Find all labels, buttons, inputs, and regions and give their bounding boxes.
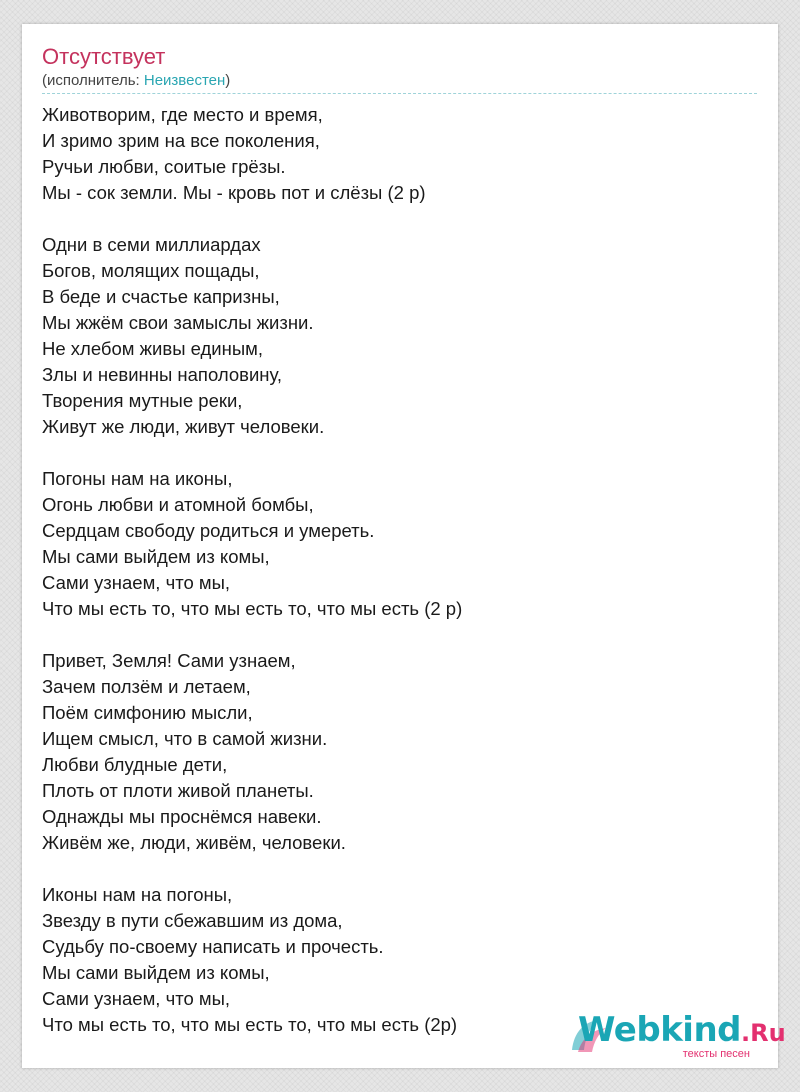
lyrics-line: Судьбу по-своему написать и прочесть. [42,936,384,957]
lyrics-line: Погоны нам на иконы, [42,468,233,489]
lyrics-line: Злы и невинны наполовину, [42,364,283,385]
logo-wordmark [578,1010,786,1053]
lyrics-stanza [42,232,462,440]
lyrics-line: Сердцам свободу родиться и умереть. [42,520,375,541]
lyrics-line: В беде и счастье капризны, [42,286,280,307]
lyrics-line: Мы сами выйдем из комы, [42,962,270,983]
lyrics-stanza [42,466,462,622]
lyrics-line: Огонь любви и атомной бомбы, [42,494,314,515]
lyrics-line: Мы сами выйдем из комы, [42,546,270,567]
divider [42,93,757,94]
lyrics-line: Привет, Земля! Сами узнаем, [42,650,296,671]
lyrics-line: Плоть от плоти живой планеты. [42,780,314,801]
lyrics-line: Мы - сок земли. Мы - кровь пот и слёзы (2 р) [42,182,426,203]
lyrics-line: Иконы нам на погоны, [42,884,233,905]
lyrics-line: Сами узнаем, что мы, [42,572,231,593]
artist-prefix: (исполнитель: [42,72,144,89]
lyrics-line: Одни в семи миллиардах [42,234,261,255]
lyrics-line: И зримо зрим на все поколения, [42,130,320,151]
lyrics-line: Зачем ползём и летаем, [42,676,251,697]
lyrics-line: Любви блудные дети, [42,754,228,775]
lyrics-card [22,24,786,1068]
logo-tld: .Ru [741,1019,786,1047]
lyrics-line: Мы жжём свои замыслы жизни. [42,312,314,333]
lyrics-text [42,102,462,1064]
lyrics-line: Живут же люди, живут человеки. [42,416,325,437]
artist-line [42,72,230,90]
webkind-logo[interactable] [568,1006,786,1068]
lyrics-line: Творения мутные реки, [42,390,243,411]
artist-link[interactable]: Неизвестен [143,72,226,89]
lyrics-line: Живём же, люди, живём, человеки. [42,832,346,853]
lyrics-stanza [42,648,462,856]
lyrics-line: Звезду в пути сбежавшим из дома, [42,910,343,931]
lyrics-line: Что мы есть то, что мы есть то, что мы есть (2р) [42,1014,458,1035]
song-title: Отсутствует [42,44,166,69]
logo-name: Webkind [578,1010,741,1050]
lyrics-line: Не хлебом живы единым, [42,338,264,359]
lyrics-line: Поём симфонию мысли, [42,702,253,723]
lyrics-stanza [42,102,462,206]
lyrics-line: Что мы есть то, что мы есть то, что мы есть (2 р) [42,598,463,619]
lyrics-line: Сами узнаем, что мы, [42,988,231,1009]
lyrics-line: Богов, молящих пощады, [42,260,260,281]
lyrics-line: Однажды мы проснёмся навеки. [42,806,322,827]
lyrics-line: Ищем смысл, что в самой жизни. [42,728,328,749]
artist-suffix: ) [225,72,231,89]
lyrics-line: Ручьи любви, соитые грёзы. [42,156,286,177]
lyrics-stanza [42,882,462,1038]
logo-tagline: тексты песен [682,1048,750,1060]
lyrics-line: Животворим, где место и время, [42,104,323,125]
